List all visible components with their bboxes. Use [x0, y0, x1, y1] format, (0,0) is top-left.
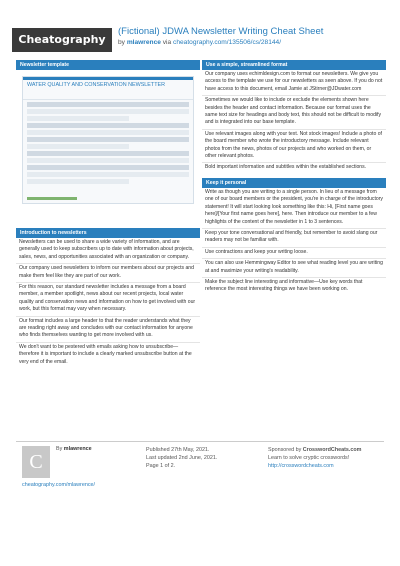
template-row	[27, 116, 129, 121]
author-avatar[interactable]: C	[22, 446, 50, 478]
header	[0, 0, 400, 60]
template-row	[27, 137, 189, 142]
left-column	[16, 60, 200, 368]
template-footer-bar	[27, 197, 77, 200]
intro-paragraph: Our format includes a large header to that the reader understands what they are reading right away and concludes with our contact information for anyone who finds themselves wanting to get more involved with us.	[16, 317, 200, 343]
newsletter-template-image	[22, 76, 194, 204]
published-date: Published 27th May, 2021.	[146, 447, 210, 453]
footer-author-link[interactable]: mlawrence	[63, 446, 92, 452]
sponsor-tagline: Learn to solve cryptic crosswords!	[268, 455, 350, 461]
right-column	[202, 60, 386, 296]
sponsor-link[interactable]: http://crosswordcheats.com	[268, 463, 334, 469]
template-row	[27, 102, 189, 107]
footer-sponsor	[268, 446, 361, 470]
intro-paragraph: Newsletters can be used to share a wide variety of information, and are generally used to keep subscribers up to date with information about projects, sales, news, and opportunities associated with an organization or company.	[16, 238, 200, 264]
personal-paragraph: Make the subject line interesting and informative—Use key words that reference the most interesting things we have been working on.	[205, 278, 363, 293]
updated-date: Last updated 2nd June, 2021.	[146, 455, 218, 461]
format-paragraph: Our company uses echimldesign.com to format our newsletters. We give you access to the template we use for our newsletters as seen above. If you do not have access to this document, email Jamie at JStirner@JDwater.com	[202, 70, 386, 96]
author-profile-link[interactable]: cheatography.com/mlawrence/	[22, 482, 96, 488]
format-paragraph: Bold important information and subtitles within the established sections.	[205, 164, 367, 171]
template-row	[27, 165, 189, 170]
template-row	[27, 172, 189, 177]
via-word: via	[162, 39, 172, 46]
page-title: (Fictional) JDWA Newsletter Writing Cheat Sheet	[118, 26, 324, 37]
personal-section-body	[202, 188, 386, 296]
sponsor-name: CrosswordCheats.com	[302, 447, 362, 453]
template-row	[27, 151, 189, 156]
intro-section-body	[16, 238, 200, 368]
template-row	[27, 179, 129, 184]
personal-paragraph: You can also use Hemmingway Editor to see what reading level you are writing at and maximize your writing's readability.	[202, 259, 386, 278]
section-heading-intro: Introduction to newsletters	[16, 228, 200, 238]
personal-paragraph: Keep your tone conversational and friendly, but remember to avoid slang our readers may not be familiar with.	[202, 229, 386, 248]
template-row	[27, 130, 189, 135]
template-row	[27, 158, 189, 163]
footer-divider	[16, 441, 384, 442]
footer-publish-info	[146, 446, 217, 470]
section-heading-personal: Keep it personal	[202, 178, 386, 188]
sheet-url-link[interactable]: cheatography.com/135506/cs/28144/	[173, 39, 282, 46]
author-link[interactable]: mlawrence	[126, 39, 161, 46]
format-paragraph: Use relevant images along with your text. Not stock images! Include a photo of the board member who wrote the introductory message. Include relevant photos from the news, photos of our projects and who worked on them, or other relevant photos.	[202, 130, 386, 164]
template-title: WATER QUALITY AND CONSERVATION NEWSLETTER	[23, 80, 193, 100]
personal-paragraph: Write as though you are writing to a single person. In lieu of a message from one of our board members or the president, you're in charge of the introductory statement! It will start looking look something like this: Hi, [First name goes here]/[Your first name goes here], here. Then introduce our member to a few highlights of the content of the newsletter in 1 to 3 sentences.	[202, 188, 386, 229]
footer-author	[56, 446, 92, 452]
intro-paragraph: Our company used newsletters to inform our members about our projects and make them feel like they are part of our work.	[16, 264, 200, 283]
format-paragraph: Sometimes we would like to include or exclude the elements shown here besides the header and contact information. Because our format uses the same text size for headings and body text, this should not be difficult to modify and is integrated into our base template.	[202, 96, 386, 130]
by-label: By	[56, 446, 63, 452]
template-row	[27, 109, 189, 114]
template-row	[27, 123, 189, 128]
intro-paragraph: For this reason, our standard newsletter includes a message from a board member, a member spotlight, news about our recent projects, local water quality and conservation news and information on how to get involved with our work, but this format may vary when necessary.	[16, 283, 200, 317]
format-section-body	[202, 70, 386, 174]
page-number: Page 1 of 2.	[146, 463, 176, 469]
intro-paragraph: We don't want to be pestered with emails asking how to unsubscribe—therefore it is important to include a clearly marked unsubscribe button at the very end of the email.	[19, 343, 192, 365]
section-heading-format: Use a simple, streamlined format	[202, 60, 386, 70]
page-subtitle	[118, 39, 281, 46]
sponsor-line	[268, 446, 361, 454]
cheatography-logo[interactable]: Cheatography	[12, 28, 112, 52]
sponsor-prefix: Sponsored by	[268, 447, 302, 453]
section-heading-template: Newsletter template	[16, 60, 200, 70]
by-word: by	[118, 39, 125, 46]
personal-paragraph: Use contractions and keep your writing loose.	[202, 248, 386, 259]
template-row	[27, 144, 129, 149]
